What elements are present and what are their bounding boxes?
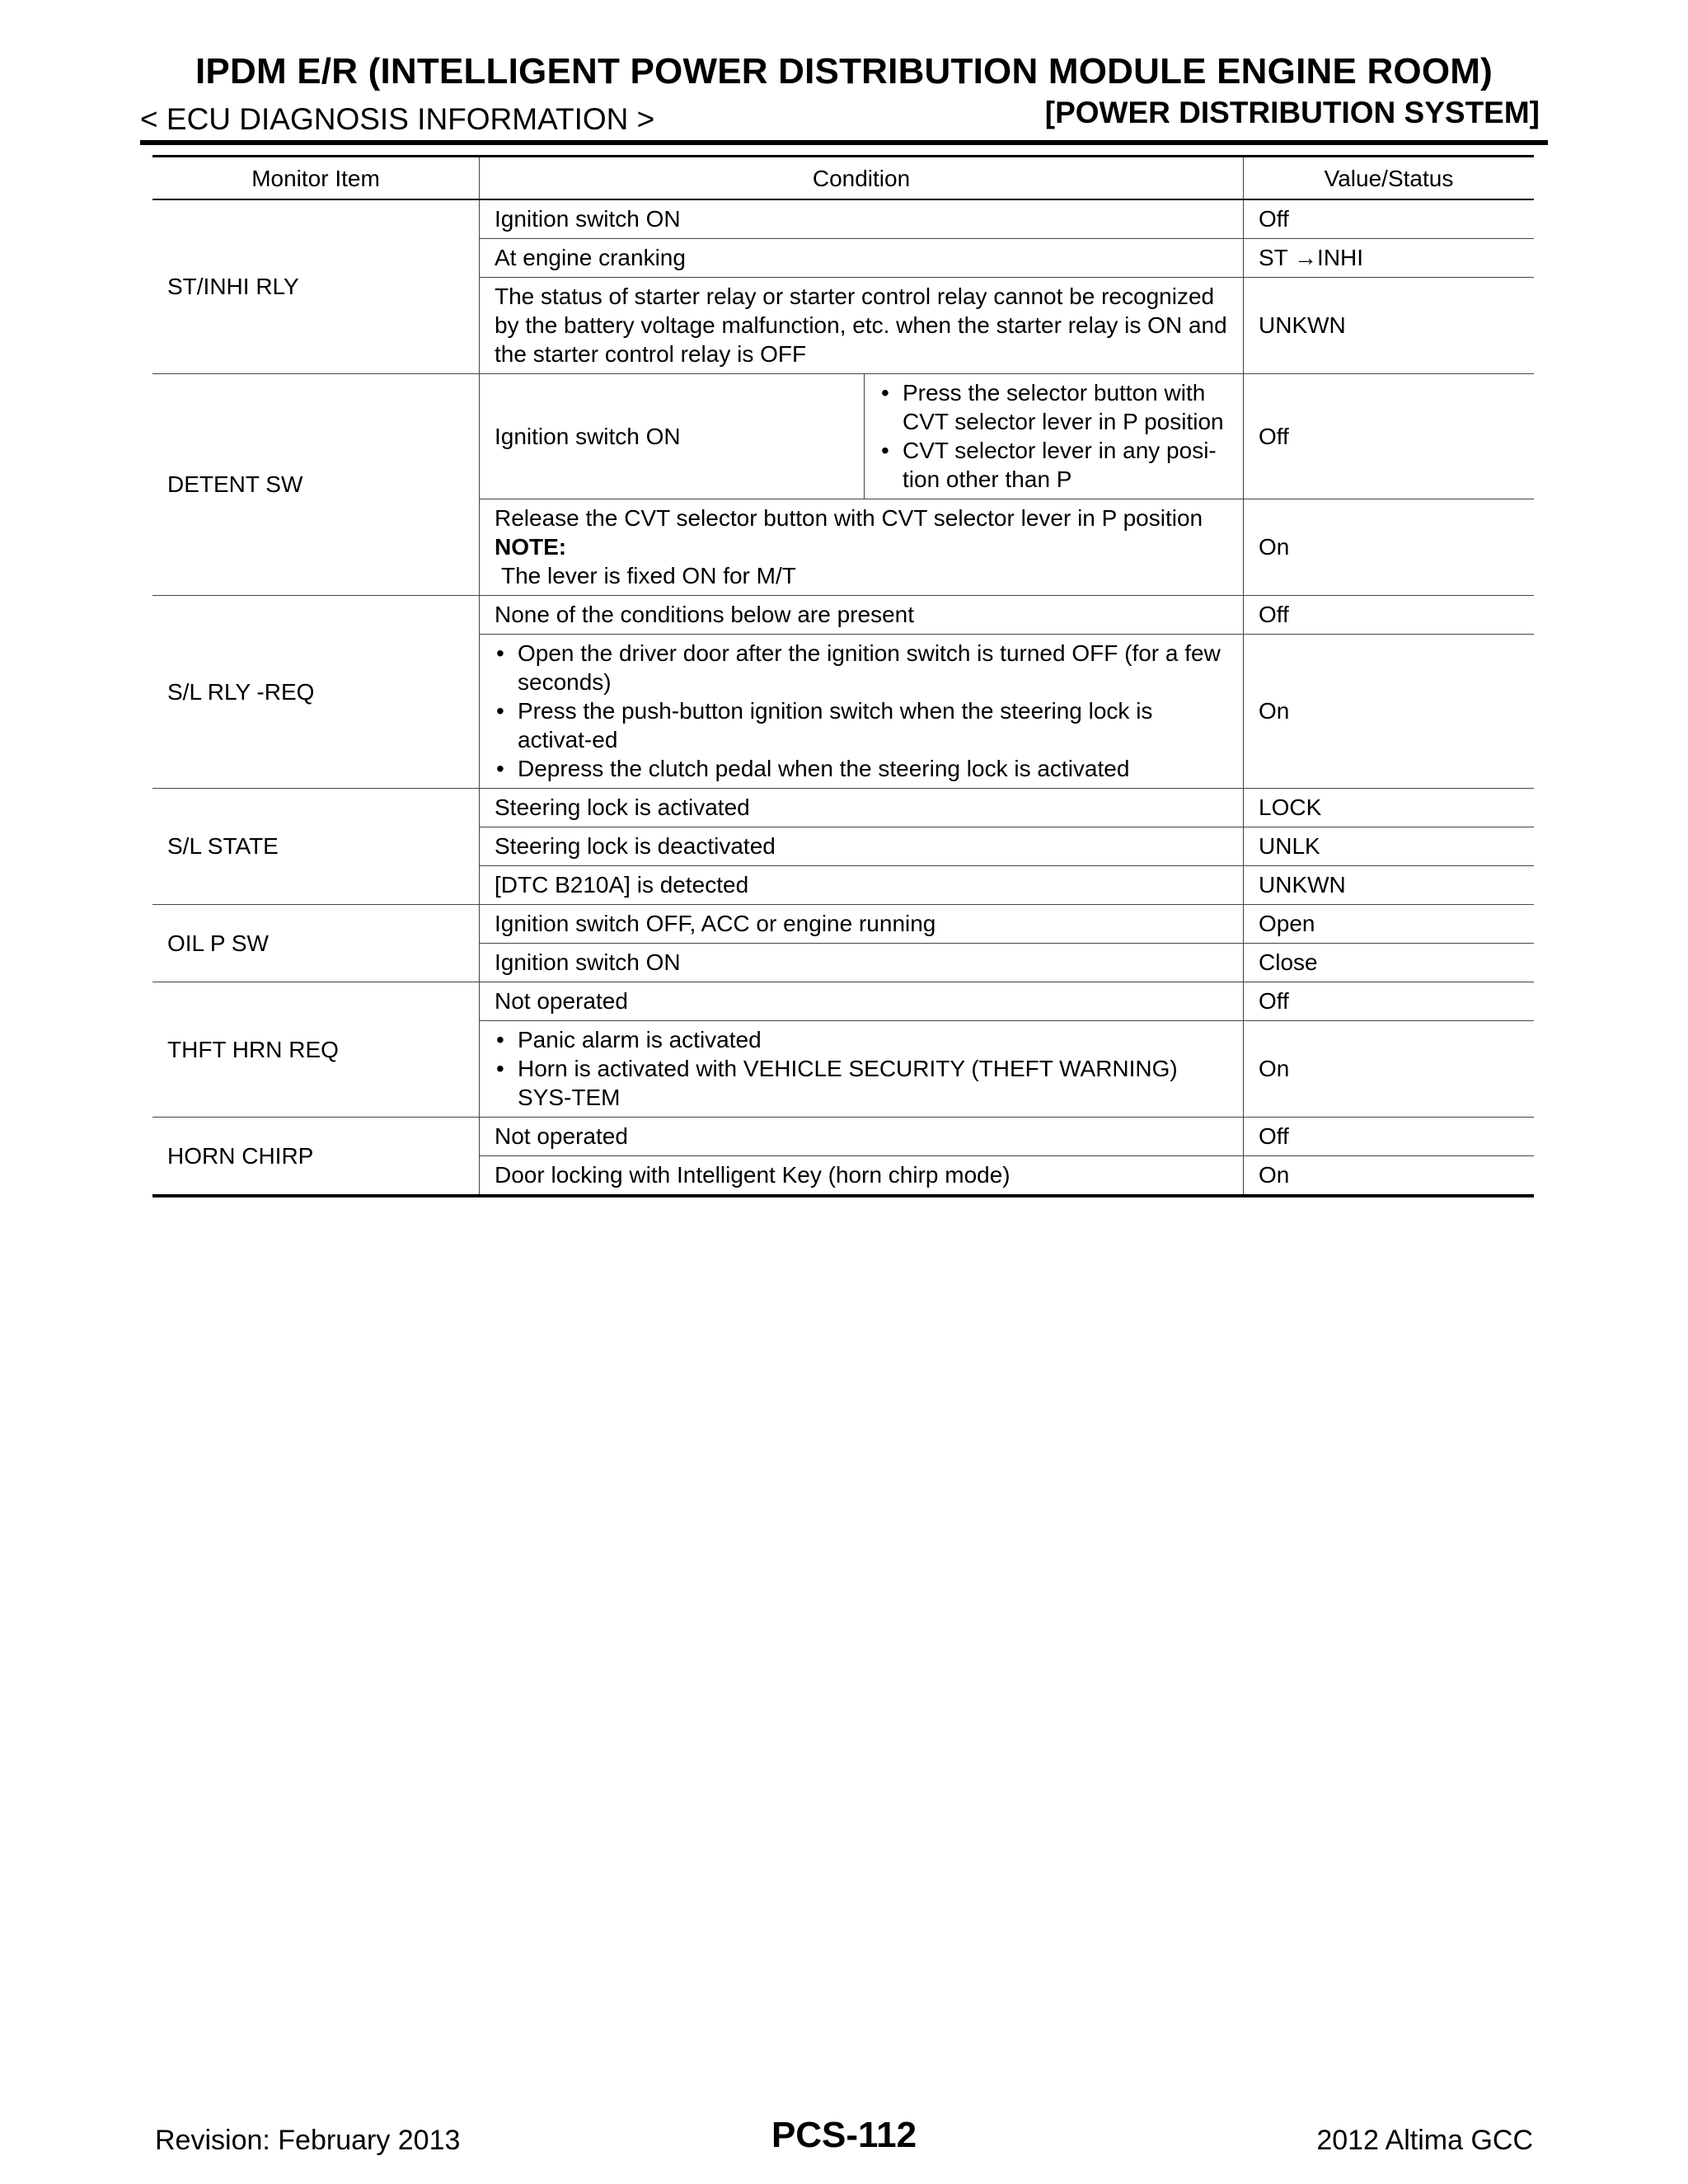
bullet-item: • Depress the clutch pedal when the steering lock is activated bbox=[495, 754, 1228, 783]
table-row bbox=[152, 596, 1534, 635]
value-cell: On bbox=[1244, 499, 1535, 596]
value-cell: UNLK bbox=[1244, 827, 1535, 866]
monitor-item: DETENT SW bbox=[152, 374, 480, 596]
bullet-item: • Horn is activated with VEHICLE SECURITY (THEFT WARNING) SYS-TEM bbox=[495, 1054, 1228, 1112]
monitor-item: OIL P SW bbox=[152, 905, 480, 982]
condition-cell: The status of starter relay or starter control relay cannot be recognized by the battery voltage malfunction, etc. when the starter relay is ON and the starter control relay is OFF bbox=[480, 278, 1244, 374]
monitor-table bbox=[152, 155, 1534, 1197]
page-number: PCS-112 bbox=[771, 2115, 917, 2155]
condition-cell: Door locking with Intelligent Key (horn chirp mode) bbox=[480, 1156, 1244, 1197]
condition-cell: Ignition switch ON bbox=[480, 374, 865, 499]
value-cell: LOCK bbox=[1244, 789, 1535, 827]
condition-cell: Ignition switch ON bbox=[480, 199, 1244, 239]
table-row bbox=[152, 1118, 1534, 1156]
note-label: NOTE: bbox=[495, 534, 567, 560]
value-cell: Close bbox=[1244, 944, 1535, 982]
header-condition: Condition bbox=[480, 157, 1244, 200]
condition-cell: Steering lock is deactivated bbox=[480, 827, 1244, 866]
bullet-item: • CVT selector lever in any posi-tion other than P bbox=[879, 436, 1228, 494]
value-cell: Off bbox=[1244, 596, 1535, 635]
header-monitor-item: Monitor Item bbox=[152, 157, 480, 200]
value-cell: UNKWN bbox=[1244, 866, 1535, 905]
condition-cell: [DTC B210A] is detected bbox=[480, 866, 1244, 905]
value-cell: Off bbox=[1244, 982, 1535, 1021]
value-cell: On bbox=[1244, 1021, 1535, 1118]
table-row bbox=[152, 982, 1534, 1021]
bullet-item: • Press the push-button ignition switch when the steering lock is activat-ed bbox=[495, 696, 1228, 754]
table-row bbox=[152, 374, 1534, 499]
system-label: [POWER DISTRIBUTION SYSTEM] bbox=[1044, 96, 1540, 129]
bullet-item: • Open the driver door after the ignition switch is turned OFF (for a few seconds) bbox=[495, 639, 1228, 696]
condition-cell: Ignition switch OFF, ACC or engine running bbox=[480, 905, 1244, 944]
condition-cell: None of the conditions below are present bbox=[480, 596, 1244, 635]
value-cell: Off bbox=[1244, 1118, 1535, 1156]
value-cell: Off bbox=[1244, 199, 1535, 239]
monitor-item: THFT HRN REQ bbox=[152, 982, 480, 1118]
value-cell: Open bbox=[1244, 905, 1535, 944]
value-cell: Off bbox=[1244, 374, 1535, 499]
value-cell: On bbox=[1244, 635, 1535, 789]
page-title: IPDM E/R (INTELLIGENT POWER DISTRIBUTION MODULE ENGINE ROOM) bbox=[195, 51, 1493, 91]
condition-cell bbox=[480, 499, 1244, 596]
monitor-item: HORN CHIRP bbox=[152, 1118, 480, 1197]
condition-cell bbox=[480, 635, 1244, 789]
condition-cell: Not operated bbox=[480, 1118, 1244, 1156]
condition-cell bbox=[480, 1021, 1244, 1118]
condition-cell: Not operated bbox=[480, 982, 1244, 1021]
table-row bbox=[152, 789, 1534, 827]
monitor-item: S/L RLY -REQ bbox=[152, 596, 480, 789]
monitor-item: S/L STATE bbox=[152, 789, 480, 905]
table-header-row bbox=[152, 157, 1534, 200]
monitor-item: ST/INHI RLY bbox=[152, 199, 480, 374]
value-cell: On bbox=[1244, 1156, 1535, 1197]
condition-cell: At engine cranking bbox=[480, 239, 1244, 278]
value-cell: ST →INHI bbox=[1244, 239, 1535, 278]
condition-cell: Ignition switch ON bbox=[480, 944, 1244, 982]
condition-cell: Steering lock is activated bbox=[480, 789, 1244, 827]
header-rule bbox=[140, 140, 1548, 145]
table-row bbox=[152, 199, 1534, 239]
revision-label: Revision: February 2013 bbox=[155, 2125, 461, 2156]
condition-text: Release the CVT selector button with CVT selector lever in P position bbox=[495, 505, 1203, 531]
value-cell: UNKWN bbox=[1244, 278, 1535, 374]
section-label: < ECU DIAGNOSIS INFORMATION > bbox=[140, 102, 655, 136]
note-text: The lever is fixed ON for M/T bbox=[501, 563, 796, 588]
model-label: 2012 Altima GCC bbox=[1316, 2125, 1533, 2156]
bullet-item: • Panic alarm is activated bbox=[495, 1025, 1228, 1054]
condition-detail-cell bbox=[865, 374, 1244, 499]
header-value-status: Value/Status bbox=[1244, 157, 1535, 200]
table-row bbox=[152, 905, 1534, 944]
bullet-item: • Press the selector button with CVT selector lever in P position bbox=[879, 378, 1228, 436]
